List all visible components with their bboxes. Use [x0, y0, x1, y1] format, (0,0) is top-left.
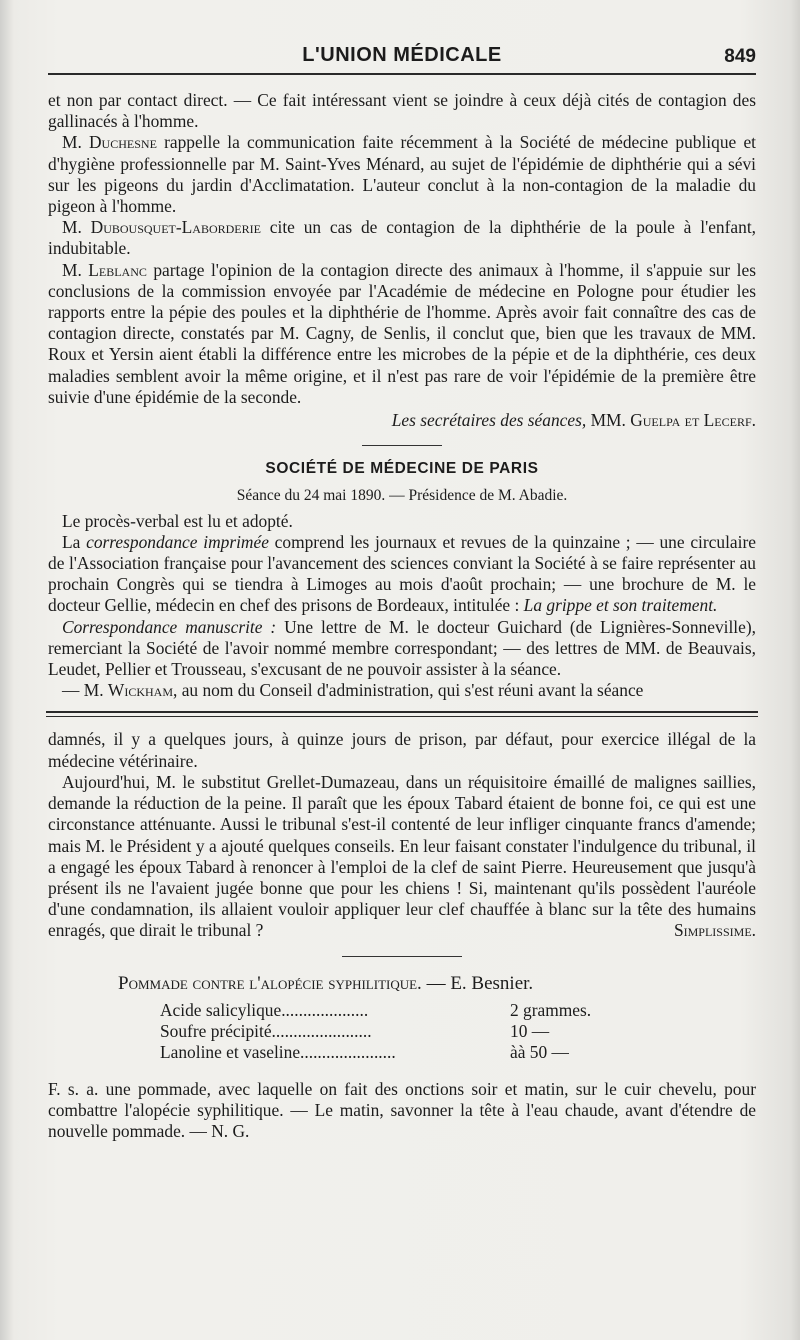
section-divider: [362, 445, 442, 446]
paragraph-dubousquet: [48, 217, 756, 259]
paragraph-text: Le procès-verbal est lu et adopté.: [62, 510, 293, 531]
formula-directions: F. s. a. une pommade, avec laquelle on fait des onctions soir et matin, sur le cuir chevelu, pour combattre l'alopécie syphilitique. — Le matin, savonner la tête à l'eau chaude, avant d'étendre de nouvelle pommade. — N. G.: [48, 1078, 756, 1142]
ingredient-name: Acide salicylique....................: [160, 999, 369, 1020]
article-body: [48, 90, 756, 1142]
paragraph-text: Aujourd'hui, M. le substitut Grellet-Dumazeau, dans un réquisitoire émaillé de malignes saillies, demande la réduction de la peine. Il paraît que les époux Tabard étaient de bonne foi, ce qui est une circonstance atténuante. Aussi le tribunal s'est-il contenté de leur infliger cinquante francs d'amende; mais M. le Président y a ajouté quelques conseils. En leur faisant constater l'indulgence du tribunal, il a engagé les époux Tabard à renoncer à l'emploi de la clef de saint Pierre. Heureusement que jusqu'à présent ils ne l'avaient jugée bonne que pour les chiens ! Si, maintenant qu'ils possèdent l'auréole d'une condamnation, ils allaient vouloir appliquer leur clef chauffée à blanc sur la tête des humains enragés, que dirait le tribunal ?: [48, 771, 756, 941]
paragraph-proces-verbal: [48, 511, 756, 532]
ingredient-name: Lanoline et vaseline......................: [160, 1041, 396, 1062]
formula-name: Pommade contre l'alopécie syphilitique.: [118, 972, 422, 994]
paragraph-text: rappelle la communication faite récemment à la Société de médecine publique et d'hygiène professionnelle par M. Saint-Yves Ménard, au sujet de l'épidémie de diphthérie qui a sévi sur les pigeons du jardin d'Acclimatation. L'auteur conclut à la non-contagion de la maladie du pigeon à l'homme.: [48, 132, 756, 217]
ingredient-row: [160, 1000, 630, 1021]
formula-divider: [342, 956, 462, 957]
ingredient-quantity: 2 grammes.: [510, 999, 592, 1020]
paragraph-text: partage l'opinion de la contagion directe des animaux à l'homme, il s'appuie sur les conclusions de la commission envoyée par l'Académie de médecine en Pologne pour étudier les rapports entre la pépie des poules et la diphthérie de l'homme. Après avoir fait connaître des cas de contagion directe, constatés par M. Cagny, de Senlis, il conclut que, bien que les travaux de MM. Roux et Yersin aient établi la différence entre les microbes de la pépie et de la diphthérie, ces deux maladies semblent avoir la même origine, et il n'est pas rare de voir l'épidémie de la première être suivie d'une épidémie de la seconde.: [48, 259, 756, 407]
speaker-name: M. Duchesne: [62, 132, 157, 153]
italic-term: Correspondance manuscrite :: [62, 616, 277, 637]
ingredient-row: [160, 1021, 630, 1042]
ingredient-list: [160, 1000, 630, 1063]
italic-term: correspondance imprimée: [86, 531, 269, 552]
running-title: L'UNION MÉDICALE: [302, 44, 502, 66]
brochure-title: La grippe et son traitement.: [523, 595, 718, 616]
speaker-name: M. Leblanc: [62, 259, 147, 280]
paragraph-duchesne: [48, 132, 756, 217]
paragraph-text: Une lettre de M. le docteur Guichard (de Lignières-Sonneville), remerciant la Société de l'avoir nommé membre correspondant; — des lettres de MM. de Beauvais, Leudet, Pellier et Trousseau, s'excusant de ne pouvoir assister à la séance.: [48, 616, 756, 680]
paragraph-correspondance-manuscrite: [48, 617, 756, 681]
speaker-name: M. Dubousquet-Laborderie: [62, 217, 261, 238]
session-line: Séance du 24 mai 1890. — Présidence de M. Abadie.: [236, 487, 568, 505]
paragraph-leblanc: [48, 260, 756, 408]
secretaries-signature: [48, 410, 756, 431]
page-header: [48, 40, 756, 80]
paragraph-condamnes: [48, 729, 756, 771]
paragraph-aujourdhui: [48, 772, 756, 942]
speaker-name: Wickham: [107, 680, 173, 701]
paragraph-correspondance-imprimee: [48, 532, 756, 617]
ingredient-quantity: àà 50 —: [510, 1041, 569, 1062]
column-break-rule: [46, 711, 758, 717]
ingredient-name: Soufre précipité.......................: [160, 1020, 372, 1041]
signature-names: MM. Guelpa et Lecerf.: [590, 410, 756, 431]
paragraph-text: cite un cas de contagion de la diphthérie de la poule à l'enfant, indubitable.: [48, 217, 756, 259]
paragraph-contact-direct: [48, 90, 756, 132]
formula-title: [48, 973, 756, 994]
paragraph-text: comprend les journaux et revues de la quinzaine ; — une circulaire de l'Association française pour l'avancement des sciences conviant la Société à se faire représenter au prochain Congrès qui se tiendra à Limoges au mois d'août prochain; — une brochure de M. le docteur Gellie, médecin en chef des prisons de Bordeaux, intitulée :: [48, 531, 756, 616]
header-rule: [48, 73, 756, 75]
paragraph-text: damnés, il y a quelques jours, à quinze jours de prison, par défaut, pour exercice illégal de la médecine vétérinaire.: [48, 729, 756, 771]
formula-author: — E. Besnier.: [421, 972, 534, 994]
paragraph-wickham: [48, 680, 756, 701]
author-signature: Simplissime.: [673, 920, 756, 941]
society-title: SOCIÉTÉ DE MÉDECINE DE PARIS: [265, 460, 539, 478]
signature-label: Les secrétaires des séances,: [391, 410, 587, 431]
ingredient-row: [160, 1042, 630, 1063]
paragraph-text: et non par contact direct. — Ce fait intéressant vient se joindre à ceux déjà cités de contagion des gallinacés à l'homme.: [48, 90, 756, 132]
page-number: 849: [724, 46, 756, 67]
paragraph-lead: — M.: [62, 680, 108, 701]
ingredient-quantity: 10 —: [510, 1020, 550, 1041]
paragraph-text: , au nom du Conseil d'administration, qui s'est réuni avant la séance: [173, 680, 644, 701]
paragraph-lead: La: [62, 531, 87, 552]
